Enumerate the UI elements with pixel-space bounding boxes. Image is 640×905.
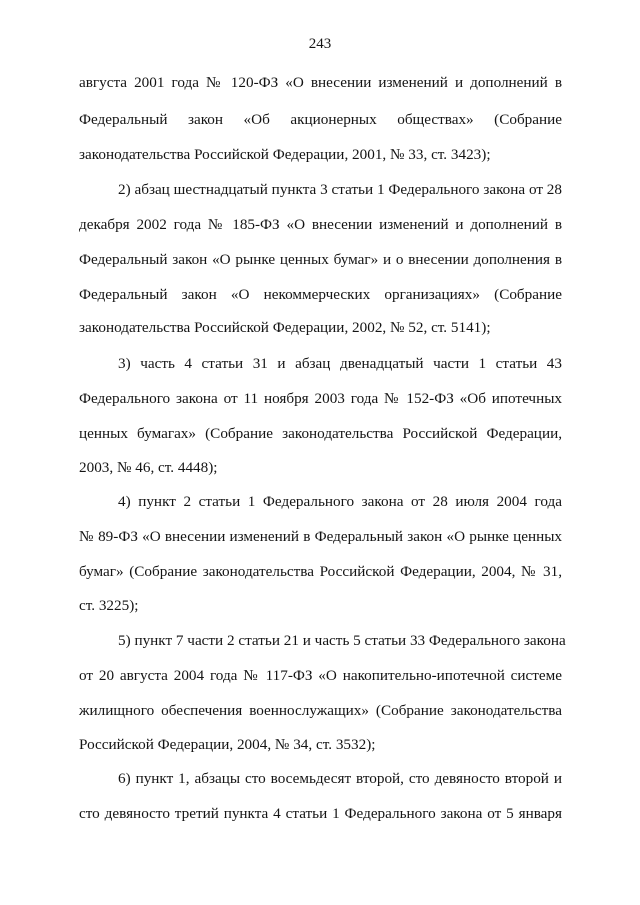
text-line: ценных бумагах» (Собрание законодательства Российской Федерации,	[79, 425, 562, 442]
text-line: ст. 3225);	[79, 597, 139, 614]
text-line: Федеральный закон «О некоммерческих организациях» (Собрание	[79, 286, 562, 303]
text-line: 4) пункт 2 статьи 1 Федерального закона от 28 июля 2004 года	[118, 493, 562, 510]
text-line: Федеральный закон «О рынке ценных бумаг» и о внесении дополнения в	[79, 251, 562, 268]
text-line: 2003, № 46, ст. 4448);	[79, 459, 218, 476]
text-line: законодательства Российской Федерации, 2001, № 33, ст. 3423);	[79, 146, 491, 163]
text-line: от 20 августа 2004 года № 117-ФЗ «О накопительно-ипотечной системе	[79, 667, 562, 684]
text-line: 6) пункт 1, абзацы сто восемьдесят второй, сто девяносто второй и	[118, 770, 562, 787]
text-line: Федеральный закон «Об акционерных обществах» (Собрание	[79, 111, 562, 128]
text-line: августа 2001 года № 120-ФЗ «О внесении изменений и дополнений в	[79, 74, 562, 91]
page-number: 243	[308, 36, 332, 52]
text-line: Российской Федерации, 2004, № 34, ст. 3532);	[79, 736, 376, 753]
text-line: Федерального закона от 11 ноября 2003 года № 152-ФЗ «Об ипотечных	[79, 390, 562, 407]
text-line: 5) пункт 7 части 2 статьи 21 и часть 5 статьи 33 Федерального закона	[118, 632, 566, 649]
text-line: жилищного обеспечения военнослужащих» (Собрание законодательства	[79, 702, 562, 719]
text-line: бумаг» (Собрание законодательства Российской Федерации, 2004, № 31,	[79, 563, 562, 580]
text-line: декабря 2002 года № 185-ФЗ «О внесении изменений и дополнений в	[79, 216, 562, 233]
text-line: сто девяносто третий пункта 4 статьи 1 Федерального закона от 5 января	[79, 805, 562, 822]
text-line: 3) часть 4 статьи 31 и абзац двенадцатый части 1 статьи 43	[118, 355, 562, 372]
text-line: 2) абзац шестнадцатый пункта 3 статьи 1 Федерального закона от 28	[118, 181, 562, 198]
text-line: № 89-ФЗ «О внесении изменений в Федеральный закон «О рынке ценных	[79, 528, 562, 545]
text-line: законодательства Российской Федерации, 2002, № 52, ст. 5141);	[79, 319, 491, 336]
